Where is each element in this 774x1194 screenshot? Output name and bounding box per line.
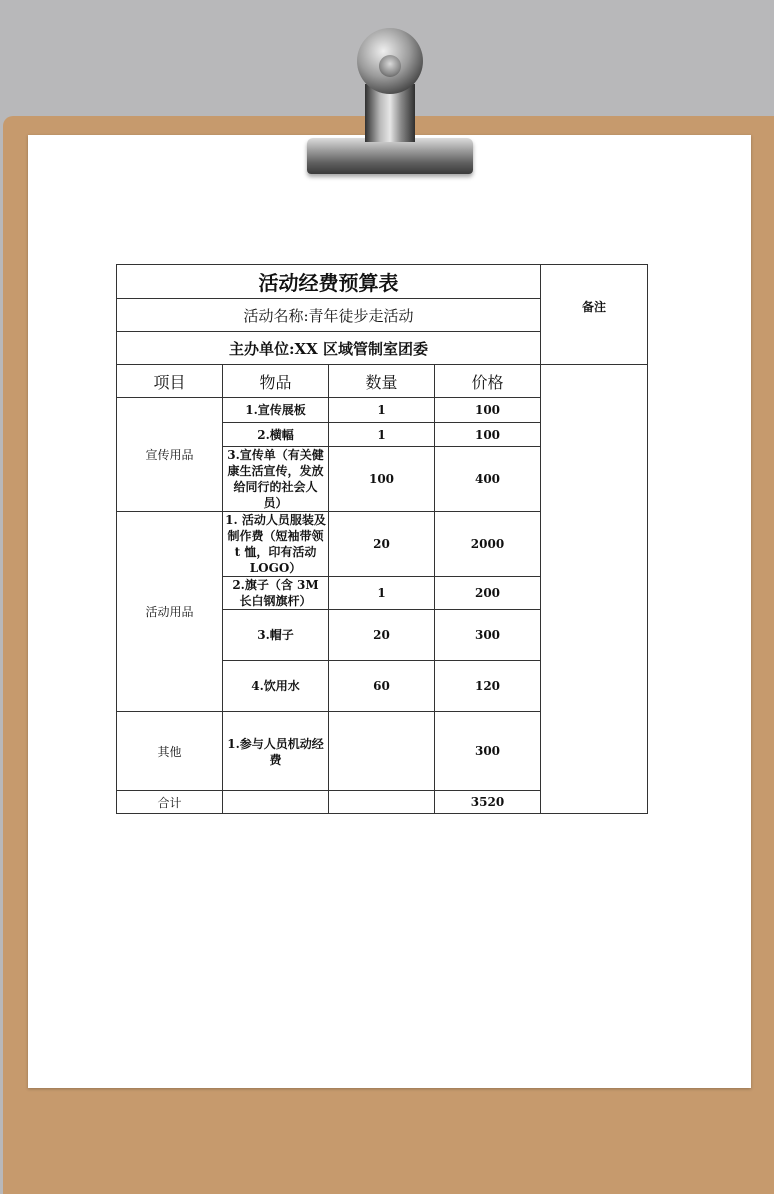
price-cell: 300 (435, 712, 541, 791)
qty-cell: 1 (329, 423, 435, 447)
price-cell: 100 (435, 423, 541, 447)
item-cell: 1.宣传展板 (223, 398, 329, 423)
qty-cell (329, 712, 435, 791)
clip-hole (379, 55, 401, 77)
price-cell: 120 (435, 661, 541, 712)
header-item: 物品 (223, 365, 329, 398)
total-item-cell (223, 791, 329, 814)
category-cell: 活动用品 (117, 512, 223, 712)
category-cell: 其他 (117, 712, 223, 791)
remarks-header: 备注 (541, 265, 648, 365)
remarks-cell (541, 365, 648, 814)
qty-cell: 100 (329, 447, 435, 512)
item-cell: 2.旗子（含 3M 长白钢旗杆） (223, 577, 329, 610)
qty-cell: 20 (329, 610, 435, 661)
budget-table (116, 264, 648, 814)
header-category: 项目 (117, 365, 223, 398)
qty-cell: 1 (329, 398, 435, 423)
item-cell: 4.饮用水 (223, 661, 329, 712)
item-cell: 1.参与人员机动经费 (223, 712, 329, 791)
organizer: 主办单位:XX 区域管制室团委 (117, 332, 541, 365)
total-label: 合计 (117, 791, 223, 814)
total-value: 3520 (435, 791, 541, 814)
price-cell: 200 (435, 577, 541, 610)
category-cell: 宣传用品 (117, 398, 223, 512)
activity-name: 活动名称:青年徒步走活动 (117, 299, 541, 332)
header-quantity: 数量 (329, 365, 435, 398)
item-cell: 3.宣传单（有关健康生活宣传，发放给同行的社会人员） (223, 447, 329, 512)
item-cell: 1. 活动人员服装及制作费（短袖带领 t 恤，印有活动 LOGO） (223, 512, 329, 577)
qty-cell: 1 (329, 577, 435, 610)
header-price: 价格 (435, 365, 541, 398)
item-cell: 3.帽子 (223, 610, 329, 661)
clip-base (307, 138, 473, 174)
price-cell: 300 (435, 610, 541, 661)
qty-cell: 60 (329, 661, 435, 712)
total-qty-cell (329, 791, 435, 814)
item-cell: 2.横幅 (223, 423, 329, 447)
price-cell: 400 (435, 447, 541, 512)
qty-cell: 20 (329, 512, 435, 577)
price-cell: 2000 (435, 512, 541, 577)
table-title: 活动经费预算表 (117, 265, 541, 299)
price-cell: 100 (435, 398, 541, 423)
